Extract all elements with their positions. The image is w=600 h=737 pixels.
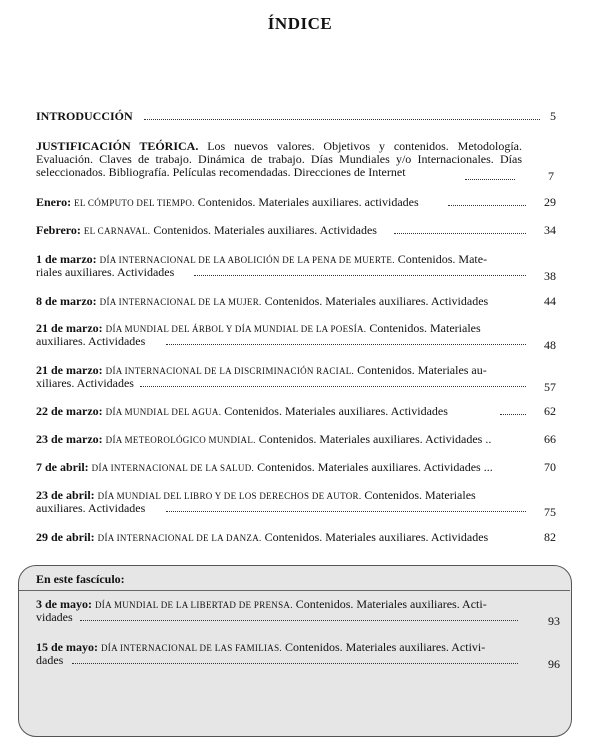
entry-heading: 23 de marzo: <box>36 432 103 446</box>
entry-heading: 7 de abril: <box>36 460 89 474</box>
page-title: ÍNDICE <box>267 14 333 33</box>
entry-text: Contenidos. Materiales auxiliares. Actividades <box>153 223 377 237</box>
toc-entry-1-marzo[interactable] <box>36 252 556 283</box>
entry-day-name: DÍA INTERNACIONAL DE LA DANZA. <box>97 533 262 543</box>
page-number: 7 <box>548 169 554 183</box>
toc-entry-22-marzo[interactable] <box>36 405 556 418</box>
toc-entry-3-mayo[interactable] <box>36 597 560 628</box>
entry-day-name: EL CÓMPUTO DEL TIEMPO. <box>74 198 195 208</box>
page-number: 66 <box>544 432 556 446</box>
toc-entry-febrero[interactable] <box>36 224 556 237</box>
toc-entry-23-marzo[interactable] <box>36 433 556 446</box>
entry-text: xiliares. Actividades <box>36 376 134 390</box>
dot-leader <box>144 119 540 120</box>
dot-leader <box>166 511 526 512</box>
dot-leader <box>140 386 526 387</box>
entry-text: Contenidos. Materiales auxiliares. Actividades <box>258 432 483 446</box>
toc-entry-23-abril[interactable] <box>36 488 556 519</box>
entry-text: Los nuevos valores. Objetivos y contenidos. Metodología. Evaluación. Claves de trabajo. Dinámica de trabajo. Días Mundiales y/o Internacionales. Días seleccionados. Bibliografía. Películas recomendadas. Direcciones de Internet <box>36 139 522 179</box>
page-number: 38 <box>544 269 556 283</box>
entry-heading: 15 de mayo: <box>36 640 98 654</box>
dot-leader <box>500 414 526 415</box>
page-number: 96 <box>548 657 560 671</box>
toc-entry-21-marzo-arbol[interactable] <box>36 321 556 352</box>
entry-text: Contenidos. Mate- <box>397 252 488 266</box>
entry-day-name: DÍA MUNDIAL DEL ÁRBOL Y DÍA MUNDIAL DE LA POESÍA. <box>105 324 367 334</box>
entry-heading: JUSTIFICACIÓN TEÓRICA. <box>36 139 199 153</box>
page-number: 48 <box>544 338 556 352</box>
entry-day-name: DÍA MUNDIAL DEL AGUA. <box>105 407 222 417</box>
entry-text: auxiliares. Actividades <box>36 501 146 515</box>
entry-text: Contenidos. Materiales auxiliares. Actividades <box>257 460 481 474</box>
toc-entry-29-abril[interactable] <box>36 531 556 544</box>
entry-text: Contenidos. Materiales auxiliares. Actividades <box>264 294 489 308</box>
entry-text: auxiliares. Actividades <box>36 334 146 348</box>
entry-heading: 22 de marzo: <box>36 404 103 418</box>
entry-day-name: DÍA MUNDIAL DEL LIBRO Y DE LOS DERECHOS DE AUTOR. <box>97 491 362 501</box>
dot-leader <box>80 620 518 621</box>
entry-day-name: EL CARNAVAL. <box>83 226 151 236</box>
entry-heading: 21 de marzo: <box>36 321 103 335</box>
page-number: 29 <box>544 195 556 209</box>
dot-leader <box>166 344 526 345</box>
page-number: 44 <box>544 294 556 308</box>
entry-day-name: DÍA INTERNACIONAL DE LAS FAMILIAS. <box>101 643 282 653</box>
entry-heading: 29 de abril: <box>36 530 95 544</box>
toc-entry-justificacion[interactable] <box>36 140 522 179</box>
page-number: 62 <box>544 404 556 418</box>
page-number: 70 <box>544 460 556 474</box>
dot-leader <box>465 179 515 180</box>
entry-text: Contenidos. Materiales <box>364 488 476 502</box>
divider <box>19 590 570 591</box>
entry-day-name: DÍA INTERNACIONAL DE LA ABOLICIÓN DE LA PENA DE MUERTE. <box>99 255 395 265</box>
entry-text: Contenidos. Materiales auxiliares. Acti- <box>295 597 487 611</box>
entry-text: dades <box>36 653 64 667</box>
entry-heading: Enero: <box>36 195 72 209</box>
entry-text: Contenidos. Materiales <box>369 321 481 335</box>
page-number: 93 <box>548 614 560 628</box>
toc-entry-7-abril[interactable] <box>36 461 556 474</box>
entry-text: Contenidos. Materiales auxiliares. Actividades <box>264 530 489 544</box>
page-number: 82 <box>544 530 556 544</box>
entry-heading: 1 de marzo: <box>36 252 97 266</box>
entry-heading: Febrero: <box>36 223 81 237</box>
toc-entry-21-marzo-discriminacion[interactable] <box>36 363 556 394</box>
entry-day-name: DÍA METEOROLÓGICO MUNDIAL. <box>105 435 256 445</box>
page-number: 34 <box>544 223 556 237</box>
entry-text: vidades <box>36 610 73 624</box>
entry-heading: 3 de mayo: <box>36 597 92 611</box>
entry-text: Contenidos. Materiales au- <box>357 363 487 377</box>
entry-text: riales auxiliares. Actividades <box>36 265 175 279</box>
entry-text: Contenidos. Materiales auxiliares. Actividades <box>224 404 448 418</box>
entry-heading: 21 de marzo: <box>36 363 103 377</box>
entry-day-name: DÍA MUNDIAL DE LA LIBERTAD DE PRENSA. <box>95 600 293 610</box>
toc-entry-introduccion[interactable] <box>36 110 556 123</box>
toc-entry-15-mayo[interactable] <box>36 640 560 671</box>
entry-text: Contenidos. Materiales auxiliares. actividades <box>197 195 419 209</box>
dot-leader: ... <box>483 460 493 474</box>
page-number: 57 <box>544 380 556 394</box>
page-number: 5 <box>550 109 556 123</box>
entry-day-name: DÍA INTERNACIONAL DE LA DISCRIMINACIÓN RACIAL. <box>105 366 355 376</box>
dot-leader <box>72 663 518 664</box>
fascicle-title: En este fascículo: <box>36 572 125 586</box>
toc-entry-8-marzo[interactable] <box>36 295 556 308</box>
entry-text: Contenidos. Materiales auxiliares. Activi- <box>284 640 486 654</box>
dot-leader: .. <box>485 432 492 446</box>
page-number: 75 <box>544 505 556 519</box>
entry-heading: 8 de marzo: <box>36 294 97 308</box>
entry-day-name: DÍA INTERNACIONAL DE LA MUJER. <box>99 297 262 307</box>
entry-heading: INTRODUCCIÓN <box>36 109 133 123</box>
dot-leader <box>394 233 526 234</box>
dot-leader <box>194 275 526 276</box>
entry-heading: 23 de abril: <box>36 488 95 502</box>
entry-day-name: DÍA INTERNACIONAL DE LA SALUD. <box>91 463 255 473</box>
dot-leader <box>448 205 526 206</box>
toc-entry-enero[interactable] <box>36 196 556 209</box>
